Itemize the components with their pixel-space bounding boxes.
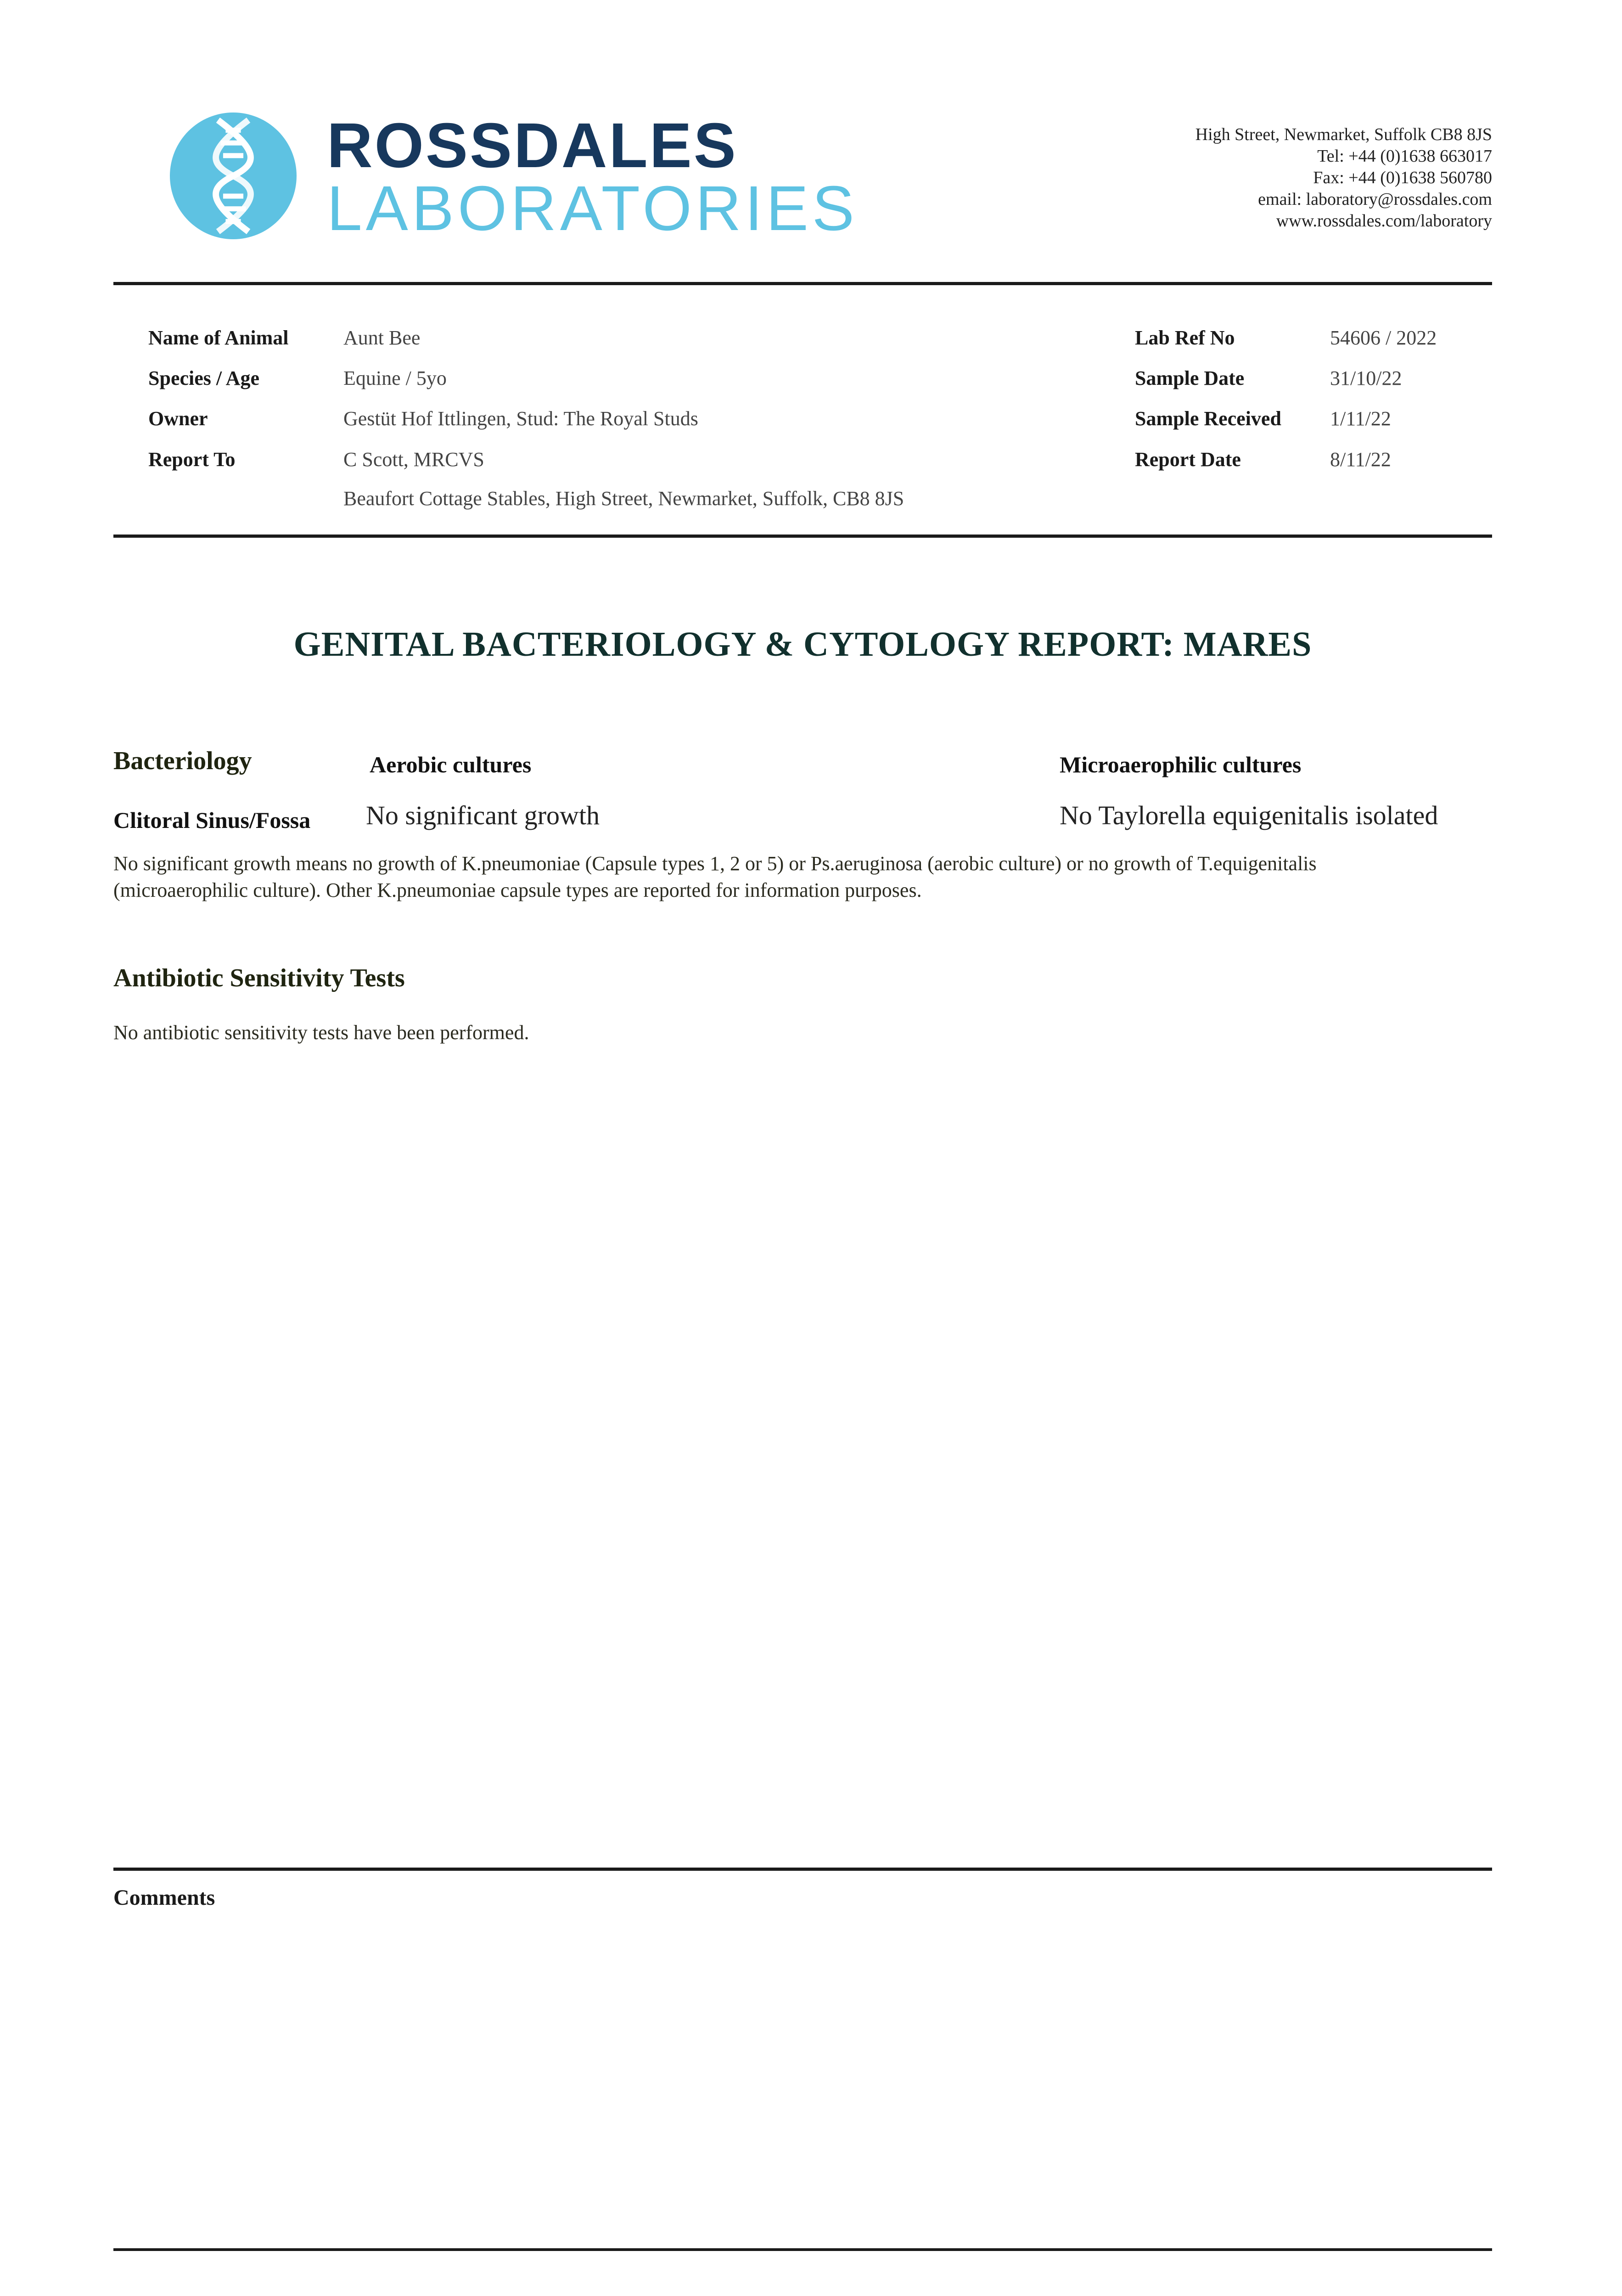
lab-ref-label: Lab Ref No <box>1135 326 1235 349</box>
comments-divider <box>113 1868 1492 1871</box>
antibiotic-heading: Antibiotic Sensitivity Tests <box>113 964 405 992</box>
sample-date-label: Sample Date <box>1135 367 1245 389</box>
contact-address: High Street, Newmarket, Suffolk CB8 8JS <box>1195 125 1492 144</box>
comments-heading: Comments <box>113 1885 215 1910</box>
dna-helix-icon <box>170 113 297 239</box>
report-to-label: Report To <box>148 448 236 471</box>
owner-label: Owner <box>148 407 208 430</box>
name-of-animal-label: Name of Animal <box>148 326 289 349</box>
microaerophilic-cultures-heading: Microaerophilic cultures <box>1060 752 1302 777</box>
aerobic-result: No significant growth <box>366 800 600 830</box>
species-age-label: Species / Age <box>148 367 259 389</box>
sample-date-value: 31/10/22 <box>1330 367 1402 389</box>
header-divider <box>113 282 1492 285</box>
aerobic-cultures-heading: Aerobic cultures <box>370 752 532 777</box>
brand-name-primary: ROSSDALES <box>327 110 738 181</box>
report-to-value: C Scott, MRCVS <box>343 448 484 471</box>
sample-site: Clitoral Sinus/Fossa <box>113 807 311 833</box>
microaerophilic-result: No Taylorella equigenitalis isolated <box>1060 800 1438 830</box>
contact-fax: Fax: +44 (0)1638 560780 <box>1313 168 1492 187</box>
contact-email: email: laboratory@rossdales.com <box>1258 190 1492 209</box>
contact-block <box>1195 124 1492 232</box>
antibiotic-text: No antibiotic sensitivity tests have been performed. <box>113 1021 529 1044</box>
report-title: GENITAL BACTERIOLOGY & CYTOLOGY REPORT: MARES <box>293 625 1312 664</box>
species-age-value: Equine / 5yo <box>343 367 447 389</box>
info-divider <box>113 535 1492 538</box>
brand-name-secondary: LABORATORIES <box>327 173 858 244</box>
bacteriology-note-line1: No significant growth means no growth of K.pneumoniae (Capsule types 1, 2 or 5) or Ps.aeruginosa (aerobic culture) or no growth of T.equigenitalis <box>113 852 1317 875</box>
sample-received-value: 1/11/22 <box>1330 407 1391 430</box>
bacteriology-note-line2: (microaerophilic culture). Other K.pneumoniae capsule types are reported for information purposes. <box>113 879 922 901</box>
name-of-animal-value: Aunt Bee <box>343 326 421 349</box>
report-to-address: Beaufort Cottage Stables, High Street, Newmarket, Suffolk, CB8 8JS <box>343 487 904 510</box>
sample-received-label: Sample Received <box>1135 407 1281 430</box>
report-date-value: 8/11/22 <box>1330 448 1391 471</box>
report-date-label: Report Date <box>1135 448 1241 471</box>
owner-value: Gestüt Hof Ittlingen, Stud: The Royal Studs <box>343 407 698 430</box>
bacteriology-heading: Bacteriology <box>113 747 252 775</box>
lab-ref-value: 54606 / 2022 <box>1330 326 1437 349</box>
footer-divider <box>113 2248 1492 2251</box>
contact-tel: Tel: +44 (0)1638 663017 <box>1317 146 1492 166</box>
bacteriology-note <box>113 850 1492 904</box>
contact-web: www.rossdales.com/laboratory <box>1276 211 1492 231</box>
